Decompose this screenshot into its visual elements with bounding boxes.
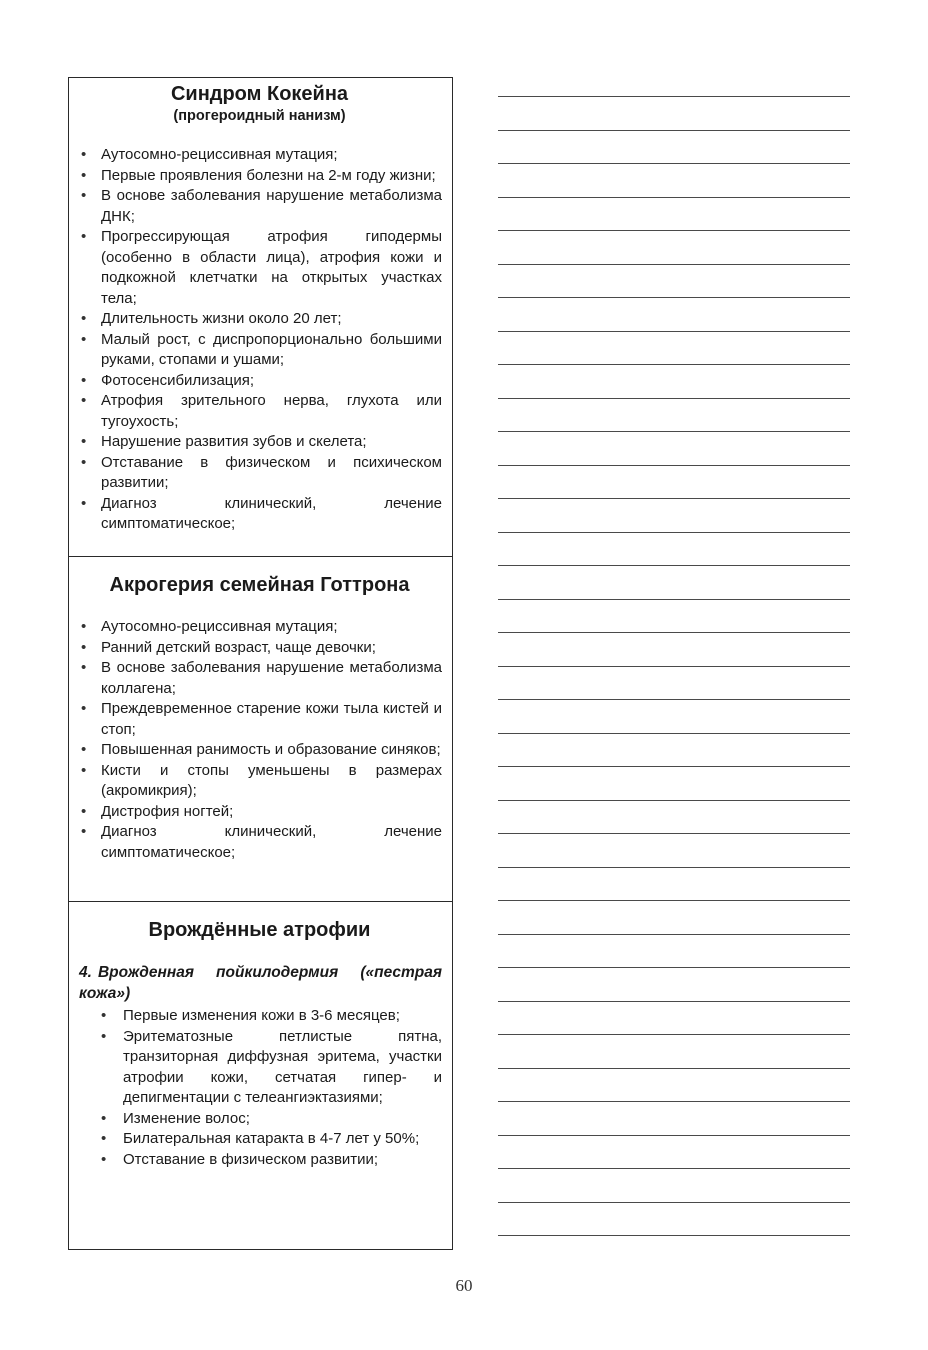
note-line xyxy=(498,867,850,868)
list-item: • Фотосенсибилизация; xyxy=(77,371,442,392)
subsection-number: 4. xyxy=(79,964,92,981)
note-line xyxy=(498,1202,850,1203)
note-line xyxy=(498,833,850,834)
note-line xyxy=(498,1101,850,1102)
list-item: • Диагноз клинический, лечение симптоматическое; xyxy=(77,822,442,863)
note-line xyxy=(498,632,850,633)
note-line xyxy=(498,766,850,767)
note-line xyxy=(498,1001,850,1002)
section-title: Врождённые атрофии xyxy=(148,919,371,941)
note-line xyxy=(498,1135,850,1136)
note-line xyxy=(498,900,850,901)
note-line xyxy=(498,96,850,97)
note-line xyxy=(498,532,850,533)
list-item: • Дистрофия ногтей; xyxy=(77,802,442,823)
section-subtitle: (прогероидный нанизм) xyxy=(173,108,346,124)
list-item: • Кисти и стопы уменьшены в размерах (акромикрия); xyxy=(77,761,442,802)
note-line xyxy=(498,264,850,265)
list-item: • В основе заболевания нарушение метаболизма коллагена; xyxy=(77,658,442,699)
note-line xyxy=(498,599,850,600)
list-item: • Аутосомно-рециссивная мутация; xyxy=(77,145,442,166)
note-line xyxy=(498,967,850,968)
list-item: • Отставание в физическом и психическом развитии; xyxy=(77,453,442,494)
section-cockayne-syndrome xyxy=(69,78,452,556)
section-congenital-atrophies xyxy=(69,901,452,1249)
note-line xyxy=(498,197,850,198)
list-item: • Преждевременное старение кожи тыла кистей и стоп; xyxy=(77,699,442,740)
note-line xyxy=(498,934,850,935)
note-line xyxy=(498,364,850,365)
list-item: • Первые изменения кожи в 3-6 месяцев; xyxy=(77,1006,442,1027)
note-line xyxy=(498,431,850,432)
list-item: • Отставание в физическом развитии; xyxy=(77,1150,442,1171)
list-item: • Повышенная ранимость и образование синяков; xyxy=(77,740,442,761)
section-title: Акрогерия семейная Готтрона xyxy=(109,574,410,596)
section-title: Синдром Кокейна xyxy=(170,83,349,105)
note-line xyxy=(498,733,850,734)
list-item: • В основе заболевания нарушение метаболизма ДНК; xyxy=(77,186,442,227)
note-line xyxy=(498,1235,850,1236)
list-item: • Атрофия зрительного нерва, глухота или тугоухость; xyxy=(77,391,442,432)
list-item: • Длительность жизни около 20 лет; xyxy=(77,309,442,330)
list-item: • Аутосомно-рециссивная мутация; xyxy=(77,617,442,638)
note-line xyxy=(498,498,850,499)
subsection-heading xyxy=(77,962,442,1004)
note-line xyxy=(498,666,850,667)
list-item: • Диагноз клинический, лечение симптоматическое; xyxy=(77,494,442,535)
note-line xyxy=(498,1034,850,1035)
note-line xyxy=(498,297,850,298)
list-item: • Изменение волос; xyxy=(77,1109,442,1130)
list-item: • Малый рост, с диспропорционально большими руками, стопами и ушами; xyxy=(77,330,442,371)
note-line xyxy=(498,1068,850,1069)
note-line xyxy=(498,398,850,399)
note-line xyxy=(498,1168,850,1169)
note-line xyxy=(498,465,850,466)
note-line xyxy=(498,699,850,700)
note-line xyxy=(498,163,850,164)
list-item: • Прогрессирующая атрофия гиподермы (особенно в области лица), атрофия кожи и подкожной клетчатки на открытых участках тела; xyxy=(77,227,442,309)
content-box xyxy=(68,77,453,1250)
note-line xyxy=(498,230,850,231)
bullet-list xyxy=(77,1006,442,1170)
note-line xyxy=(498,331,850,332)
subsection-heading-text: Врожденная пойкилодермия («пестрая кожа») xyxy=(79,964,442,1002)
note-line xyxy=(498,130,850,131)
bullet-list xyxy=(77,145,442,535)
page-number: 60 xyxy=(455,1276,473,1295)
section-acrogeria-gottron xyxy=(69,556,452,901)
note-line xyxy=(498,565,850,566)
list-item: • Первые проявления болезни на 2-м году жизни; xyxy=(77,166,442,187)
list-item: • Эритематозные петлистые пятна, транзиторная диффузная эритема, участки атрофии кожи, сетчатая гипер- и депигментации с телеангиэктазиями; xyxy=(77,1027,442,1109)
note-line xyxy=(498,800,850,801)
list-item: • Нарушение развития зубов и скелета; xyxy=(77,432,442,453)
list-item: • Ранний детский возраст, чаще девочки; xyxy=(77,638,442,659)
list-item: • Билатеральная катаракта в 4-7 лет у 50%; xyxy=(77,1129,442,1150)
bullet-list xyxy=(77,617,442,863)
